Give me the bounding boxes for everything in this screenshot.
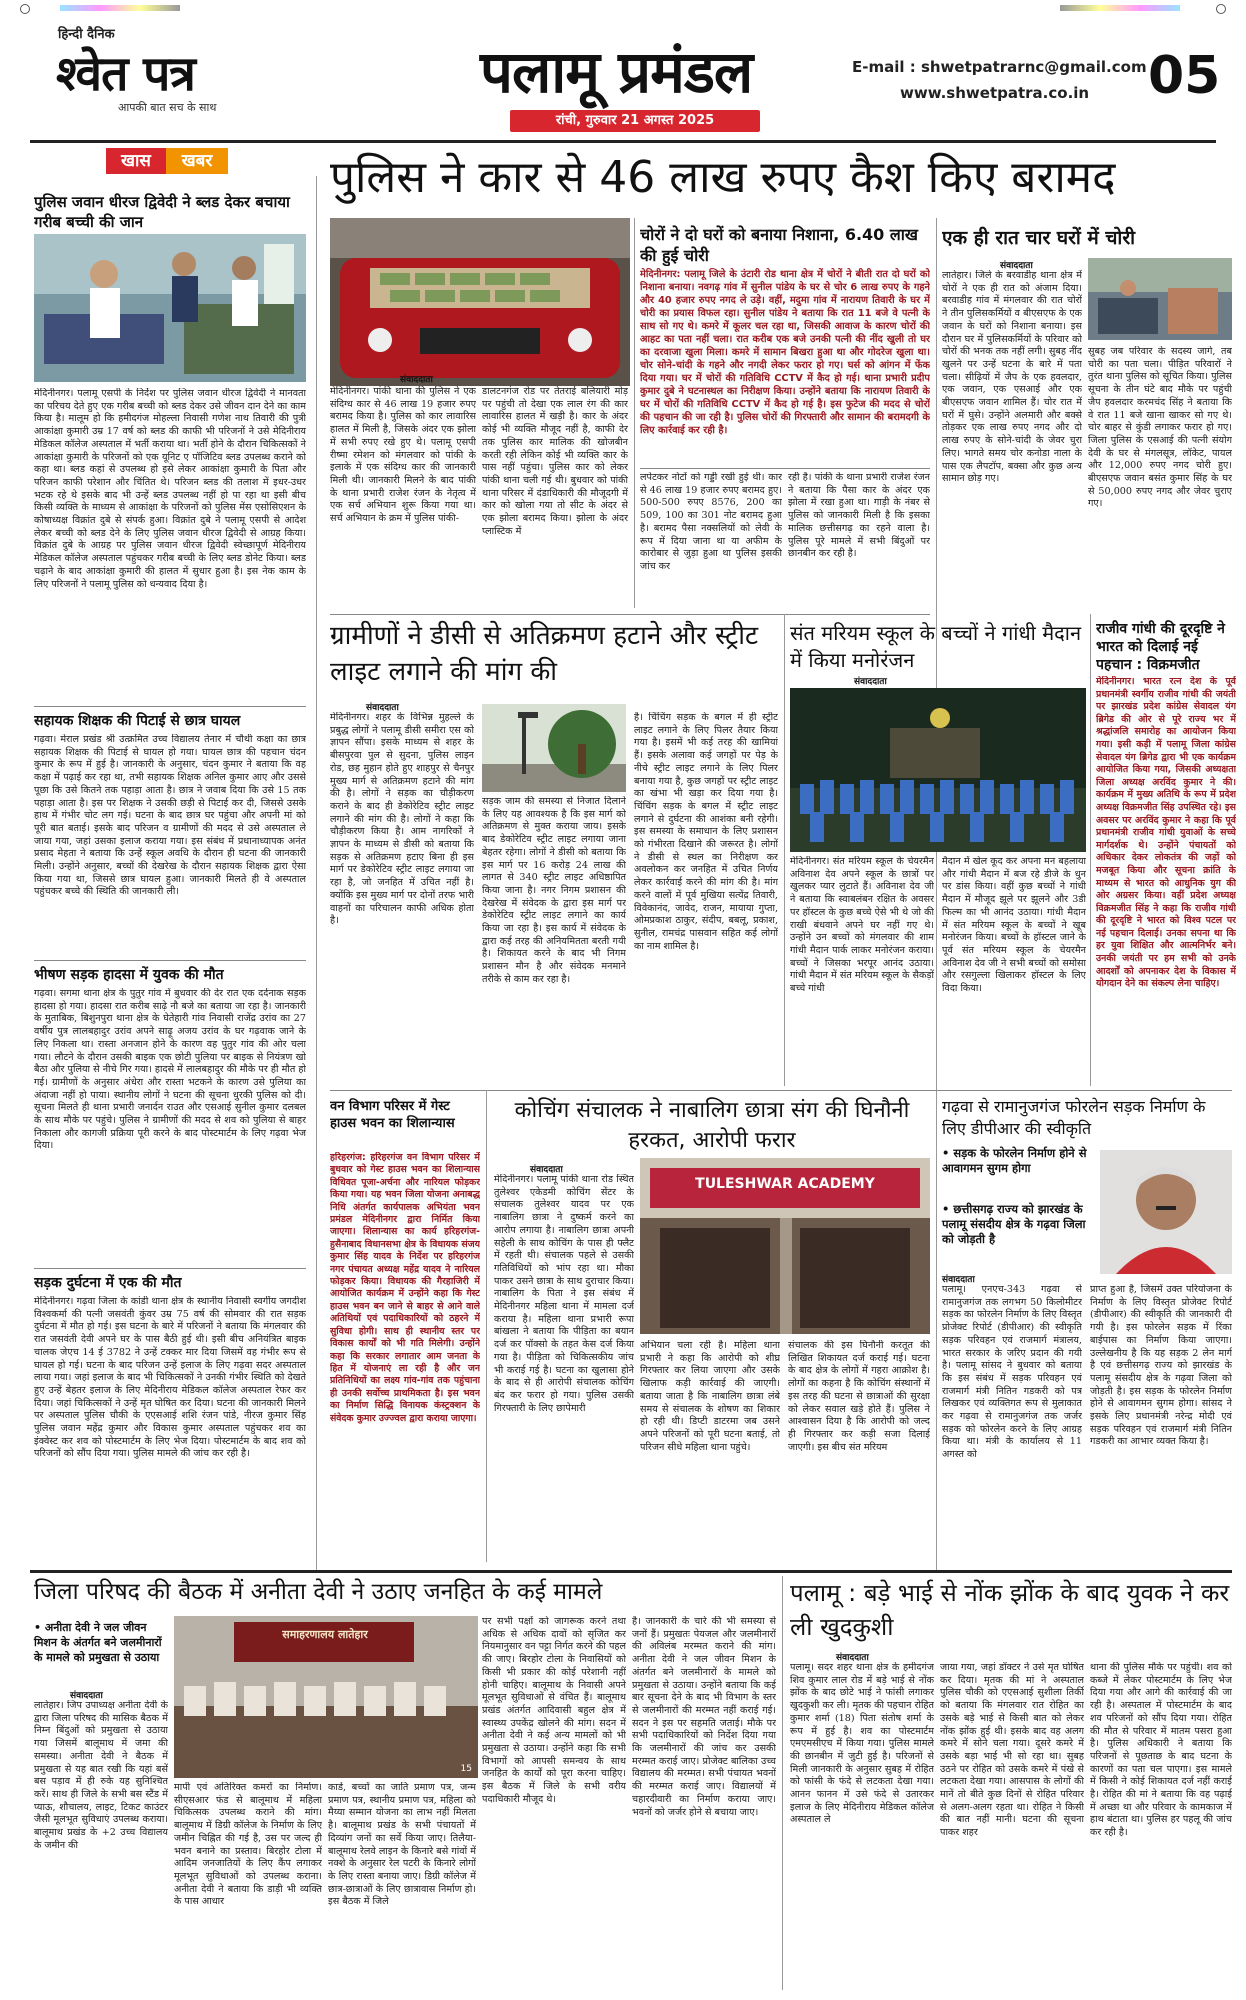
garhwa-bullet1 [942, 1146, 1092, 1176]
lead-col3: लपेटकर नोटों को गड्डी रखी हुई थी। कार से 46 लाख 19 हजार रुपए बरामद हुए। 500-500 रुपए 8576, 200 का 509, 100 का 301 नोट बरामद हुआ है। बरामद पैसा नक्सलियों को लेवी के रूप में दिया जाना था या अफीम के कारोबार से जुड़ा हुआ था पुलिस इसकी जांच कर [640, 472, 782, 572]
dateline-bar [510, 110, 760, 132]
theft-photo [1088, 258, 1232, 340]
garhwa-reporter: संवाददाता [942, 1275, 975, 1285]
garhwa-col1: पलामू। एनएच-343 गढ़वा से रामानुजगंज तक लगभग 50 किलोमीटर सड़क का फोरलेन निर्माण के लिए विस्तृत प्रोजेक्ट रिपोर्ट (डीपीआर) की स्वीकृति सड़क परिवहन एवं राजमार्ग मंत्रालय, भारत सरकार के जरिए प्रदान की गयी है। पलामू सांसद ने बुधवार को बताया कि इस संबंध में सड़क परिवहन एवं राजमार्ग मंत्री नितिन गडकरी को पत्र लिखकर एवं व्यक्तिगत रूप से मुलाकात कर गढ़वा से रामानुजगंज तक जर्जर सड़क को फोरलेन करने के लिए आग्रह किया था। मंत्री के कार्यालय से 11 अगस्त को [942, 1284, 1082, 1461]
suicide-divider [782, 1576, 783, 1990]
khas-label [106, 148, 166, 174]
bullet-icon: • [942, 1202, 954, 1216]
cash-car-photo [330, 218, 630, 386]
meeting-photo-num: 15 [460, 1764, 472, 1774]
story3-body: गढ़वा। सगमा थाना क्षेत्र के पुतुर गांव में बुधवार की देर रात एक दर्दनाक सड़क हादसा हो गया। हादसा रात करीब साढ़े नौ बजे का बताया जा रहा है। जानकारी के मुताबिक, बिशुनपुरा थाना क्षेत्र के घेतेहारी गांव निवासी राजेंद्र उरांव का 27 वर्षीय पुत्र लालबहादुर उरांव अपने साढ़ू अजय उरांव के घर गढ़वाक जाने के लिए निकला था। रास्ता अनजान होने के कारण वह पुतुर गांव की ओर चला गया। लौटने के दौरान उसकी बाइक एक छोटी पुलिया पर बाइक से नियंत्रण खो बैठा और पुलिया से नीचे गिर गया। हादसे में लालबहादुर की मौके पर ही मौत हो गई। ग्रामीणों के अनुसार अंधेरा और रास्ता भटकने के कारण उसे पुलिया का अंदाजा नहीं हो पाया। स्थानीय लोगों ने घटना की सूचना धुरकी पुलिस को दी। सूचना मिलते ही थाना प्रभारी जनार्दन राउत और एसआई सुनील कुमार दलबल के साथ मौके पर पहुंचे। पुलिस ने ग्रामीणों की मदद से शव को पुलिया से बाहर निकाला और कागजी प्रक्रिया पूरी करने के बाद पोस्टमार्टम के लिए गढ़वा भेज दिया। [34, 988, 306, 1152]
lead-col2: डालटनगंज रोड पर तेतराई बलियारी मोड़ पर पहुंची तो देखा एक लाल रंग की कार लावारिस हालत में खड़ी है। कार के अंदर कोई भी व्यक्ति मौजूद नहीं है, काफी देर तक पुलिस कार मालिक की खोजबीन करती रही लेकिन कोई भी व्यक्ति कार के पास नहीं पहुंचा। पुलिस कार को लेकर पांकी थाना चली गई थी। बुधवार को पांकी थाना परिसर में दंडाधिकारी की मौजूदगी में कार को खोला गया तो सीट के अंदर से एक झोला बरामद किया। झोला के अंदर प्लास्टिक में [482, 386, 628, 537]
right-story1-body2: सुबह जब परिवार के सदस्य जागे, तब चोरी का पता चला। पीड़ित परिवारों ने तुरंत थाना पुलिस को सूचित किया। पुलिस सूचना के तीन घंटे बाद मौके पर पहुंची जैप हवलदार करमचंद सिंह ने बताया कि वे रात 11 बजे खाना खाकर सो गए थे। चोर बाहर से कुंडी लगाकर फरार हो गए। जिला पुलिस के एसआई की पत्नी संयोग देवी के घर से मंगलसूत्र, लॉकेट, पायल और 12,000 रुपए नगद चोरी हुए। बीएसएफ जवान बसंत कुमार सिंह के घर से 50,000 रुपए नगद और जेवर चुराए गए। [1088, 346, 1232, 510]
school-headline: संत मरियम स्कूल के बच्चों ने गांधी मैदान में किया मनोरंजन [790, 621, 1082, 672]
forest-body: हरिहरगंज: हरिहरगंज वन विभाग परिसर में बुधवार को गेस्ट हाउस भवन का शिलान्यास विधिवत पूजा-अर्चना और नारियल फोड़कर किया गया। यह भवन जिला योजना अनाबद्ध निधि अंतर्गत कार्यपालक अभियंता भवन प्रमंडल मेदिनीनगर द्वारा निर्मित किया जाएगा। शिलान्यास का कार्य हरिहरगंज-हुसैनाबाद विधानसभा क्षेत्र के विधायक संजय कुमार सिंह यादव के निर्देश पर हरिहरगंज नगर पंचायत अध्यक्ष महेंद्र यादव ने नारियल फोड़कर किया। विधायक की गैरहाजिरी में आयोजित कार्यक्रम में उन्होंने कहा कि गेस्ट हाउस भवन बन जाने से बाहर से आने वाले अतिथियों एवं पदाधिकारियों को ठहरने में सुविधा होगी। साथ ही स्थानीय स्तर पर विकास कार्यों को भी गति मिलेगी। उन्होंने कहा कि सरकार लगातार आम जनता के हित में योजनाएं ला रही है और जन प्रतिनिधियों का लक्ष्य गांव-गांव तक पहुंचाना ही उनकी सर्वोच्च प्राथमिकता है। इस भवन का निर्माण सिद्धि विनायक कंस्ट्रक्शन के संवेदक कुमार उज्ज्वल द्वारा कराया जाएगा। [330, 1152, 480, 1424]
coaching-sign: TULESHWAR ACADEMY [695, 1176, 875, 1192]
garhwa-bullet1-text: सड़क के फोरलेन निर्माण होने से आवागमन सुगम होगा [942, 1146, 1087, 1175]
coaching-col1: मेदिनीनगर। पलामू पांकी थाना रोड स्थित तुलेश्वर एकेडमी कोचिंग सेंटर के संचालक तुलेश्वर यादव पर एक नाबालिग छात्रा ने दुष्कर्म करने का आरोप लगाया है। नाबालिग छात्रा अपनी सहेली के साथ कोचिंग के पास ही फ्लैट में रहती थी। संचालक पहले से उसकी गतिविधियों को भांप रहा था। मौका पाकर उसने छात्रा के साथ दुराचार किया। नाबालिग के पिता ने इस संबंध में मेदिनीनगर महिला थाना में मामला दर्ज कराया है। महिला थाना प्रभारी रूपा बांखला ने बताया कि पीड़िता का बयान दर्ज कर पॉक्सो के तहत केस दर्ज किया गया है। पीड़िता को चिकित्सकीय जांच भी कराई गई है। घटना का खुलासा होने के बाद से ही आरोपी संचालक कोचिंग बंद कर फरार हो गया। पुलिस उसकी गिरफ्तारी के लिए छापेमारी [494, 1174, 634, 1414]
khabar-label [166, 148, 228, 174]
khas-text: खास [121, 151, 151, 171]
khabar-text: खबर [181, 151, 213, 171]
coaching-col3: संचालक की इस घिनौनी करतूत की लिखित शिकायत दर्ज कराई गई। घटना के बाद क्षेत्र के लोगों में गहरा आक्रोश है। लोगों का कहना है कि कोचिंग संस्थानों में इस तरह की घटना से छात्राओं की सुरक्षा को लेकर सवाल खड़े होते हैं। पुलिस ने आश्वासन दिया है कि आरोपी को जल्द ही गिरफ्तार कर कड़ी सजा दिलाई जाएगी। इस बीच संत मरियम [788, 1340, 930, 1453]
streetlight-photo [482, 704, 626, 792]
villagers-reporter: संवाददाता [366, 703, 399, 713]
story1-body: मेदिनीनगर। पलामू एसपी के निर्देश पर पुलिस जवान धीरज द्विवेदी ने मानवता का परिचय देते हुए एक गरीब बच्ची को ब्लड देकर उसे जीवन दान देने का काम किया है। मालूम हो कि हमीदगंज मोहल्ला निवासी गणेश नाथ तिवारी की पुत्री आकांक्षा कुमारी उम्र 17 वर्ष को ब्लड की काफी भी परिजनों ने उसे मेदिनीराय मेडिकल कॉलेज अस्पताल में भर्ती कराया था। भर्ती होने के दौरान चिकित्सकों ने आकांक्षा कुमारी के परिजनों को एक यूनिट ए पॉजिटिव ब्लड उपलब्ध कराने को कहा था। ब्लड कहां से उपलब्ध हो इसे लेकर आकांक्षा कुमारी के पिता और परिजन काफी परेशान और चिंतित थे। परिजन ब्लड की तलाश में इधर-उधर भटक रहे थे इसके बाद भी उन्हें ब्लड उपलब्ध नहीं हो पा रहा था इसी बीच किसी व्यक्ति के माध्यम से आकांक्षा के परिजनों को पुलिस मेंस एसोसिएशन के कोषाध्यक्ष विक्रांत दुबे से संपर्क हुआ। विक्रांत दुबे ने पलामू एसपी से आदेश लेकर बच्ची को ब्लड देने के लिए पुलिस जवान धीरज द्विवेदी से आग्रह किया। विक्रांत दुबे के आग्रह पर पुलिस जवान धीरज द्विवेदी स्वेच्छापूर्ण मेदिनीराय मेडिकल कॉलेज अस्पताल पहुंचकर गरीब बच्ची के लिए ब्लड डोनेट किया। ब्लड चढ़ाने के बाद आकांक्षा कुमारी की हालत में सुधार हुआ है। इस नेक काम के लिए परिजनों ने पलामू पुलिस को धन्यवाद दिया है। [34, 388, 306, 590]
garhwa-bullet2-text: छत्तीसगढ़ राज्य को झारखंड के पलामू संसदीय क्षेत्र के गढ़वा जिला को जोड़ती है [942, 1202, 1086, 1246]
masthead-rule [30, 140, 1216, 143]
school-divider [784, 614, 785, 1086]
registration-marks [0, 0, 1246, 14]
school-children-photo [790, 688, 1086, 852]
story4-body: मेदिनीनगर। गढ़वा जिला के कांडी थाना क्षेत्र के स्थानीय निवासी स्वर्गीय जगदीश विश्वकर्मा की पत्नी जसवंती कुंवर उम्र 75 वर्ष की सोमवार की रात सड़क दुर्घटना में मौत हो गई। इस घटना के बारे में परिजनों ने बताया कि मंगलवार की रात जसवंती देवी अपने घर के पास बैठी हुई थी। इसी बीच अनियंत्रित बाइक चालक जेएच 14 ई 3782 ने उन्हें टक्कर मार दिया जिसमें वह गंभीर रूप से घायल हो गई। घटना के बाद परिजन उन्हें इलाज के लिए गढ़वा सदर अस्पताल लाया गया। जहां इलाज के बाद भी चिकित्सकों ने उनकी गंभीर स्थिति को देखते हुए उन्हें बेहतर इलाज के लिए मेदिनीराय मेडिकल कॉलेज अस्पताल रेफर कर दिया। जहां चिकित्सकों ने उन्हें मृत घोषित कर दिया। घटना की जानकारी मिलने पर अस्पताल पुलिस चौकी के एएसआई शशि रंजन पांडे, नीरज कुमार सिंह पुलिस जवान महेंद्र कुमार और विकास कुमार अस्पताल पहुंचकर शव का इंक्वेस्ट कर शव को पोस्टमार्टम के लिए भेज दिया। पोस्टमार्टम के बाद शव को परिजनों को सौंप दिया गया। पुलिस मामले की जांच कर रही है। [34, 1296, 306, 1460]
rule-s4 [34, 1268, 306, 1269]
row3-rule [330, 1090, 1232, 1091]
suicide-col2: जाया गया, जहां डॉक्टर ने उसे मृत घोषित कर दिया। मृतक की मां ने अस्पताल पुलिस चौकी को एएसआई सुशीला तिर्की को बताया कि मंगलवार रात रोहित का उसके बड़े भाई से किसी बात को लेकर नोंक झोंक हुई थी। इसके बाद वह अलग कमरे में सोने चला गया। दूसरे कमरे में उसके बड़ा भाई भी सो रहा था। सुबह उठने पर रोहित को उसके कमरे में पंखे से लटकता देखा गया। आसपास के लोगों की मानें तो बीते कुछ दिनों से रोहित परिवार से अलग-अलग रहता था। रोहित ने किसी की बात नहीं मानी। घटना की सूचना पाकर शहर [940, 1662, 1084, 1839]
coaching-headline: कोचिंग संचालक ने नाबालिग छात्रा संग की घिनौनी हरकत, आरोपी फरार [514, 1098, 910, 1153]
suicide-col1: पलामू। सदर शहर थाना क्षेत्र के हमीदगंज शिव कुमार लाल रोड में बड़े भाई से नोंक झोंक के बाद छोटे भाई ने फांसी लगाकर खुदकुशी कर ली। मृतक की पहचान रोहित कुमार शर्मा (18) पिता संतोष शर्मा के रूप में हुई है। शव का पोस्टमार्टम एमएमसीएच में किया गया। पुलिस मामले की छानबीन में जुटी हुई है। परिजनों से मिली जानकारी के अनुसार सुबह में रोहित को फांसी के फंदे से लटकता देखा गया। आनन फानन में उसे फंदे से उतारकर इलाज के लिए मेदिनीराय मेडिकल कॉलेज अस्पताल ले [790, 1662, 934, 1826]
garhwa-bullet2 [942, 1202, 1092, 1247]
zila-headline: जिला परिषद की बैठक में अनीता देवी ने उठाए जनहित के कई मामले [34, 1579, 603, 1605]
left-col-divider [316, 176, 317, 1570]
rule-s2 [34, 706, 306, 707]
meeting-photo [174, 1616, 478, 1778]
meeting-banner-text: समाहरणालय लातेहार [282, 1628, 368, 1641]
mid-story-body: मेदिनीनगर: पलामू जिले के उंटारी रोड थाना क्षेत्र में चोरों ने बीती रात दो घरों को निशाना बनाया। नवगढ़ गांव में सुनील पांडेय के घर से चोर 6 लाख रुपए के गहने और 40 हजार रुपए नगद ले उड़े। वहीं, मदुमा गांव में नारायण तिवारी के घर में चोरी का प्रयास विफल रहा। सुनील पांडेय ने बताया कि रात 11 बजे वे पत्नी के साथ सो गए थे। कमरे में कूलर चल रहा था, जिसकी आवाज के कारण चोरों की आहट का पता नहीं चला। रात करीब एक बजे उनकी पत्नी की नींद खुली तो घर का दरवाजा खुला मिला। कमरे में सामान बिखरा हुआ था और गोदरेज खुला था। चोर सोने-चांदी के गहने और नगदी लेकर फरार हो गए। घर्स को आंगन में फेंक दिया गया। घर में चोरों की गतिविधि CCTV में कैद हो गई। थाना प्रभारी प्रदीप कुमार दुबे ने घटनास्थल का निरीक्षण किया। उन्होंने बताया कि नारायण तिवारी के घर में चोरों की गतिविधि CCTV में कैद हो गई है। इस फुटेज की मदद से चोरों की पहचान की जा रही है। पुलिस चोरों की गिरफ्तारी और सामान की बरामदगी के लिए कार्रवाई कर रही है। [640, 269, 930, 436]
coaching-reporter: संवाददाता [530, 1165, 563, 1175]
website: www.shwetpatra.co.in [900, 84, 1090, 102]
bottom-section-rule [30, 1570, 1232, 1573]
zila-col0: लातेहार। जिप उपाध्यक्ष अनीता देवी के द्वारा जिला परिषद की मासिक बैठक में निम्न बिंदुओं को प्रमुखता से उठाया गया जिसमें बालूमाथ में जमा की समस्या। अनीता देवी ने बैठक में प्रमुखता से यह बात रखी कि यहां बसें बस पड़ाव में ही रुके यह सुनिश्चित करें। साथ ही जिले के सभी बस स्टैंड में प्याऊ, शौचालय, लाइट, टिकट काउंटर जैसी मूलभूत सुविधाएं उपलब्ध कराया। बालूमाथ प्रखंड के +2 उच्च विद्यालय के जमीन की [34, 1700, 168, 1851]
zila-reporter: संवाददाता [70, 1691, 103, 1701]
dateline: रांची, गुरुवार 21 अगस्त 2025 [555, 113, 715, 128]
right-story1-reporter: संवाददाता [1000, 261, 1033, 271]
story1-headline: पुलिस जवान धीरज द्विवेदी ने ब्लड देकर बचाया गरीब बच्ची की जान [34, 193, 290, 231]
zila-col1: मापी एवं अतिरिक्त कमरों का निर्माण। सीएसआर फंड से बालूमाथ में महिला चिकित्सक उपलब्ध कराने की मांग। बालूमाथ में डिग्री कॉलेज के निर्माण के लिए जमीन चिह्नित की गई है, उस पर जल्द ही भवन बनाने का प्रस्ताव। बिरहोर टोला में आदिम जनजातियों के लिए कैंप लगाकर मूलभूत सुविधाओं को उपलब्ध कराना। अनीता देवी ने बताया कि डाड़ी भी व्यक्ति के पास आधार [174, 1782, 322, 1908]
school-reporter: संवाददाता [854, 677, 887, 687]
suicide-headline: पलामू : बड़े भाई से नोंक झोंक के बाद युवक ने कर ली खुदकुशी [790, 1579, 1230, 1641]
zila-bullet-text: अनीता देवी ने जल जीवन मिशन के अंतर्गत बने जलमीनारों के मामले को प्रमुखता से उठाया [34, 1621, 162, 1664]
mid-story-headline: चोरों ने दो घरों को बनाया निशाना, 6.40 लाख की हुई चोरी [640, 225, 918, 265]
email: E-mail : shwetpatrarnc@gmail.com [852, 58, 1147, 76]
forest-headline: वन विभाग परिसर में गेस्ट हाउस भवन का शिलान्यास [330, 1099, 455, 1131]
bullet-icon: • [34, 1621, 45, 1634]
school-col2: मैदान में खेल कूद कर अपना मन बहलाया और गांधी मैदान में बज रहे डीजे के धुन पर डांस किया। वहीं कुछ बच्चों ने गांधी मैदान में मौजूद झूले पर झूलने और 3डी फिल्म का भी आनंद उठाया। गांधी मैदान में संत मरियम स्कूल के बच्चों ने खूब मनोरंजन किया। बच्चों के हॉस्टल जाने के पूर्व संत मरियम स्कूल के चेयरमैन अविनाश देव जी ने सभी बच्चों को समोसा और रसगुल्ला खिलाकर हॉस्टल के लिए विदा किया। [942, 856, 1086, 995]
page-number: 05 [1148, 46, 1221, 106]
lead-reporter: संवाददाता [400, 375, 433, 385]
garhwa-headline: गढ़वा से रामानुजगंज फोरलेन सड़क निर्माण के लिए डीपीआर की स्वीकृति [942, 1097, 1206, 1138]
coaching-col2: अभियान चला रही है। महिला थाना प्रभारी ने कहा कि आरोपी को शीघ्र गिरफ्तार कर लिया जाएगा और उसके खिलाफ कड़ी कार्रवाई की जाएगी। बताया जाता है कि नाबालिग छात्रा लंबे समय से संचालक के शोषण का शिकार हो रही थी। डिप्टी डाटरमा जब उसने अपने परिजनों को पूरी घटना बताई, तो परिजन सीधे महिला थाना पहुंचे। [640, 1340, 780, 1453]
mid-rule-b [640, 468, 930, 469]
rajiv-headline: राजीव गांधी की दूरदृष्टि ने भारत को दिलाई नई पहचान : विक्रमजीत [1096, 621, 1225, 673]
rule-s3 [34, 960, 306, 961]
rajiv-body: मेदिनीनगर। भारत रत्न देश के पूर्व प्रधानमंत्री स्वर्गीय राजीव गांधी की जयंती पर झारखंड प्रदेश कांग्रेस सेवादल यंग ब्रिगेड की ओर से पूरे राज्य भर में श्रद्धांजलि समारोह का आयोजन किया गया। इसी कड़ी में पलामू जिला कांग्रेस सेवादल यंग ब्रिगेड द्वारा भी एक कार्यक्रम आयोजित किया गया, जिसकी अध्यक्षता जिला अध्यक्ष अरविंद कुमार ने की। कार्यक्रम में मुख्य अतिथि के रूप में प्रदेश अध्यक्ष विक्रमजीत सिंह उपस्थित रहे। इस अवसर पर अरविंद कुमार ने कहा कि पूर्व प्रधानमंत्री राजीव गांधी युवाओं के सच्चे मार्गदर्शक थे। उन्होंने पंचायतों को अधिकार देकर लोकतंत्र की जड़ों को मजबूत किया और सूचना क्रांति के माध्यम से भारत को आधुनिक युग की ओर अग्रसर किया। वहीं प्रदेश अध्यक्ष विक्रमजीत सिंह ने कहा कि राजीव गांधी की दूरदृष्टि ने भारत को विश्व पटल पर नई पहचान दिलाई। उनका सपना था कि हर युवा शिक्षित और आत्मनिर्भर बने। उनकी जयंती पर हम सभी को उनके आदर्शों को अपनाकर देश के विकास में योगदान देने का संकल्प लेना चाहिए। [1096, 676, 1236, 990]
mp-portrait-photo [1100, 1150, 1232, 1274]
suicide-reporter: संवाददाता [836, 1653, 869, 1663]
right-divider [936, 218, 937, 1570]
paper-name: श्वेत पत्र [56, 46, 195, 102]
zila-col3: पर सभी पक्षों को जागरूक करने तथा अधिक से अधिक दावों को सृजित कर नियमानुसार वन पट्टा निर्गत करने की पहल की जाए। बिरहोर टोला के निवासियों को किसी भी प्रकार की कोई परेशानी नहीं होनी चाहिए। बालूमाथ के निवासी अपने मूलभूत सुविधाओं से वंचित हैं। बालूमाथ प्रखंड अंतर्गत आदिवासी बहुल क्षेत्र में स्वास्थ्य उपकेंद्र खोलने की मांग। सदन में अनीता देवी ने कई अन्य मामलों को भी प्रमुखता से उठाया। उन्होंने कहा कि सभी विभागों को आपसी समन्वय के साथ जनहित के कार्यों को पूरा करना चाहिए। इस बैठक में जिले के सभी वरीय पदाधिकारी मौजूद थे। [482, 1616, 626, 1805]
villagers-headline: ग्रामीणों ने डीसी से अतिक्रमण हटाने और स्ट्रीट लाइट लगाने की मांग की [330, 621, 759, 687]
zila-col4: है। जानकारी के चारे की भी समस्या से जनों हैं। प्रमुखतः पेयजल और जलमीनारों की अविलंब मरम्मत कराने की मांग। अनीता देवी ने जल जीवन मिशन के अंतर्गत बने जलमीनारों के मामले को प्रमुखता से उठाया। उन्होंने बताया कि कई बार सूचना देने के बाद भी विभाग के स्तर से जलमीनारों की मरम्मत नहीं कराई गई। सदन ने इस पर सहमति जताई। मौके पर सभी पदाधिकारियों को निर्देश दिया गया कि जलमीनारों की जांच कर उसकी मरम्मत कराई जाए। प्रोजेक्ट बालिका उच्च विद्यालय की मरम्मत। सभी पंचायत भवनों की मरम्मत कराई जाए। विद्यालयों में चहारदीवारी का निर्माण कराया जाए। भवनों को जर्जर होने से बचाया जाए। [632, 1616, 776, 1818]
story2-body: गढ़वा। मेराल प्रखंड श्री उत्क्रमित उच्च विद्यालय तेनार में चौथी कक्षा का छात्र सहायक शिक्षक की पिटाई से घायल हो गया। घायल छात्र की पहचान चंदन कुमार के रूप में हुई है। जानकारी के अनुसार, चंदन कुमार ने बताया कि वह कक्षा में पढ़ाई कर रहा था, तभी सहायक शिक्षक अनिल कुमार आए और उससे पूछा कि उसे कितने तक पहाड़ा आता है। छात्र ने जवाब दिया कि उसे 15 तक पहाड़ा आता है। इस पर शिक्षक ने उसकी छड़ी से पिटाई कर दी, जिससे उसके हाथ में गंभीर चोट लग गई। घटना के बाद छात्र घर पहुंचा और अपनी मां को पूरी बात बताई। इसके बाद परिजन व ग्रामीणों की मदद से उसे अस्पताल ले जाया गया, जहां उसका इलाज कराया गया। इस संबंध में प्रधानाध्यापक अनंत प्रसाद मेहता ने बताया कि उन्हें स्कूल अवधि के दौरान ही घटना की जानकारी मिली। उन्होंने अनुसार, बच्चों की देखरेख के दौरान सहायक शिक्षक द्वारा ऐसा किया गया था, जिससे छात्र घायल हुआ। जानकारी मिलते ही वे अस्पताल पहुंचकर बच्चे की स्थिति की जानकारी ली। [34, 734, 306, 898]
coaching-divider [486, 1090, 487, 1562]
row2-rule [330, 614, 930, 615]
story3-headline: भीषण सड़क हादसा में युवक की मौत [34, 967, 224, 983]
right-story1-headline: एक ही रात चार घरों में चोरी [942, 227, 1136, 249]
zila-bullet [34, 1620, 168, 1665]
mid-divider-a [634, 218, 635, 608]
lead-col4: रही है। पांकी के थाना प्रभारी राजेश रंजन ने बताया कि पैसा कार के अंदर एक झोला में रखा हुआ था। गाड़ी के नंबर से पुलिस को जानकारी मिली है कि इसका मालिक छत्तीसगढ़ का रहने वाला है। पुलिस पूरे मामले में सभी बिंदुओं पर छानबीन कर रही है। [788, 472, 930, 560]
villagers-col1: मेदिनीनगर। शहर के विभिन्न मुहल्ले के प्रबुद्ध लोगों ने पलामू डीसी समीरा एस को ज्ञापन सौंपा। इसके माध्यम से शहर के बीसपुरवा पुल से सुदना, पुलिस लाइन रोड, छह मुहान होते हुए शाहपुर से चैनपुर मुख्य मार्ग से अतिक्रमण हटाने की मांग की है। लोगों ने सड़क का चौड़ीकरण कराने के बाद ही डेकोरेटिव स्ट्रीट लाइट लगाने की मांग की है। लोगों ने कहा कि चौड़ीकरण किया है। आम नागरिकों ने ज्ञापन के माध्यम से डीसी को बताया कि सड़क से अतिक्रमण हटाए बिना ही इस मार्ग पर डेकोरेटिव स्ट्रीट लाइट लगाया जा रहा है, जो जनहित में उचित नहीं है। क्योंकि इस मुख्य मार्ग पर दोनों तरफ भारी वाहनों का परिचालन काफी अधिक होता है। [330, 712, 474, 927]
coaching-photo [640, 1158, 930, 1334]
bullet-icon: • [942, 1146, 954, 1160]
blood-donation-photo [34, 234, 306, 382]
lead-col1: मेदिनीनगर। पांकी थाना की पुलिस ने एक संदिग्ध कार से 46 लाख 19 हजार रुपए बरामद किया है। पुलिस को कार लावारिस हालत में मिली है, जिसके अंदर एक झोला में सभी रुपए रखे हुए थे। पलामू एसपी रीष्मा रमेशन को मंगलवार को पांकी के इलाके में एक संदिग्ध कार की जानकारी मिली थी। जानकारी मिलने के बाद पांकी के थाना प्रभारी राजेश रंजन के नेतृत्व में एक सर्च अभियान शुरू किया गया था। सर्च अभियान के क्रम में पुलिस पांकी- [330, 386, 476, 525]
right-story1-body: लातेहार। जिले के बरवाडीह थाना क्षेत्र में चोरों ने एक ही रात को अंजाम दिया। बरवाडीह गांव में मंगलवार की रात चोरों ने तीन पुलिसकर्मियों व बीएसएफ के एक जवान के घरों को निशाना बनाया। इस दौरान घर में पुलिसकर्मियों के परिवार को चोरों की भनक तक नहीं लगी। सुबह नींद खुलने पर उन्हें घटना के बारे में पता चला। सीढ़ियों में जैप के एक हवलदार, एक जवान, एक एसआई और एक बीएसएफ जवान शामिल हैं। चोर रात में घरों में घुसे। उन्होंने अलमारी और बक्से तोड़कर एक लाख रुपए नगद और दो लाख रुपए के सोने-चांदी के जेवर चुरा लिए। भागते समय चोर कनोडा नाला के पास एक लैपटॉप, बक्सा और कुछ अन्य सामान छोड़ गए। [942, 270, 1082, 485]
section-title: पलामू प्रमंडल [480, 38, 753, 106]
garhwa-col2: प्राप्त हुआ है, जिसमें उक्त परियोजना के निर्माण के लिए विस्तृत प्रोजेक्ट रिपोर्ट (डीपीआर) की स्वीकृति की जानकारी दी गयी है। इस फोरलेन सड़क में रिंका बाईपास का निर्माण किया जाएगा। उल्लेखनीय है कि यह सड़क 2 लेन मार्ग है एवं छत्तीसगढ़ राज्य को झारखंड के पलामू संसदीय क्षेत्र के गढ़वा जिला को जोड़ती है। इस सड़क के फोरलेन निर्माण होने से आवागमन सुगम होगा। सांसद ने इसके लिए प्रधानमंत्री नरेन्द्र मोदी एवं सड़क परिवहन एवं राजमार्ग मंत्री नितिन गडकरी का आभार व्यक्त किया है। [1090, 1284, 1232, 1448]
story2-headline: सहायक शिक्षक की पिटाई से छात्र घायल [34, 713, 241, 729]
zila-col2: कार्ड, बच्चों का जाति प्रमाण पत्र, जन्म प्रमाण पत्र, स्थानीय प्रमाण पत्र, महिला को मैय्या सम्मान योजना का लाभ नहीं मिलता है। बालूमाथ प्रखंड के सभी पंचायतों में दिव्यांग जनों का सर्वे किया जाए। तिलैया-बालूमाथ रेलवे लाइन के किनारे बसे गांवों में नक्शे के अनुसार रेल पटरी के किनारे लोगों के लिए रास्ता बनाया जाए। डिग्री कॉलेज में छात्र-छात्राओं के लिए छात्रावास निर्माण हो। इस बैठक में जिले [328, 1782, 476, 1908]
tagline: आपकी बात सच के साथ [118, 101, 217, 114]
paper-tag: हिन्दी दैनिक [58, 27, 115, 42]
story4-headline: सड़क दुर्घटना में एक की मौत [34, 1275, 182, 1291]
villagers-col3: है। चिंचिंग सड़क के बगल में ही स्ट्रीट लाइट लगाने के लिए पिलर तैयार किया गया है। इसमें भी कई तरह की खामियां हैं। इसके अलावा कई जगहों पर पेड़ के नीचे स्ट्रीट लाइट लगाने के लिए पिलर बनाया गया है, कुछ जगहों पर स्ट्रीट लाइट का खंभा भी खड़ा कर दिया गया है। चिंचिंग सड़क के बगल में स्ट्रीट लाइट लगाने से दुर्घटना की आशंका बनी रहेगी। इस समस्या के समाधान के लिए प्रशासन को गंभीरता दिखाने की जरूरत है। लोगों ने डीसी से स्थल का निरीक्षण कर अवलोकन कर जनहित में उचित निर्णय लेकर कार्रवाई करने की मांग की है। मांग करने वालों में पूर्व मुखिया सत्येंद्र तिवारी, विवेकानंद, जावेद, राजन, मायाया गुप्ता, ओमप्रकाश ठाकुर, संदीप, बबलू, प्रकाश, सुनील, रामचंद्र पासवान सहित कई लोगों का नाम शामिल है। [634, 712, 778, 952]
lead-headline: पुलिस ने कार से 46 लाख रुपए कैश किए बरामद [330, 152, 1116, 203]
rajiv-divider [1090, 614, 1091, 1086]
villagers-col2: सड़क जाम की समस्या से निजात दिलाने के लिए यह आवश्यक है कि इस मार्ग को अतिक्रमण से मुक्त कराया जाय। इसके बाद डेकोरेटिव स्ट्रीट लाइट लगाया जाना बेहतर रहेगा। लोगों ने डीसी को बताया कि इस मार्ग पर 16 करोड़ 24 लाख की लागत से 340 स्ट्रीट लाइट अधिष्ठापित किया जाना है। नगर निगम प्रशासन की देखरेख में संवेदक के द्वारा इस मार्ग पर डेकोरेटिव स्ट्रीट लाइट लगाने का कार्य किया जा रहा है। इस कार्य में संवेदक के द्वारा कई तरह की अनियमितता बरती गयी है। शिकायत करने के बाद भी निगम प्रशासन मौन है और संवेदक मनमाने तरीके से काम कर रहा है। [482, 796, 626, 985]
suicide-col3: थाना की पुलिस मौके पर पहुंची। शव को कब्जे में लेकर पोस्टमार्टम के लिए भेज दिया गया और आगे की कार्रवाई की जा रही है। अस्पताल में पोस्टमार्टम के बाद शव परिजनों को सौंप दिया गया। रोहित की मौत से परिवार में मातम पसरा हुआ है। पुलिस अधिकारी ने बताया कि परिजनों से पूछताछ के बाद घटना के कारणों का पता चल पाएगा। इस मामले में किसी ने कोई शिकायत दर्ज नहीं कराई है। रोहित की मां ने बताया कि वह पढ़ाई में अच्छा था और परिवार के कामकाज में हाथ बंटाता था। पुलिस हर पहलू की जांच कर रही है। [1090, 1662, 1232, 1839]
school-col1: मेदिनीनगर। संत मरियम स्कूल के चेयरमैन अविनाश देव अपने स्कूल के छात्रों पर खुलकर प्यार लुटाते हैं। अविनाश देव जी ने बताया कि स्वाबलंबन रक्षित के अवसर पर हॉस्टल के कुछ बच्चे ऐसे भी थे जो की राखी बंधवाने अपने घर नहीं गए थे। उन्होंने उन बच्चों को मंगलवार की शाम गांधी मैदान पार्क लाकर मनोरंजन कराया। बच्चों ने जिसका भरपूर आनंद उठाया। गांधी मैदान में संत मरियम स्कूल के सैकड़ों बच्चे गांधी [790, 856, 934, 995]
